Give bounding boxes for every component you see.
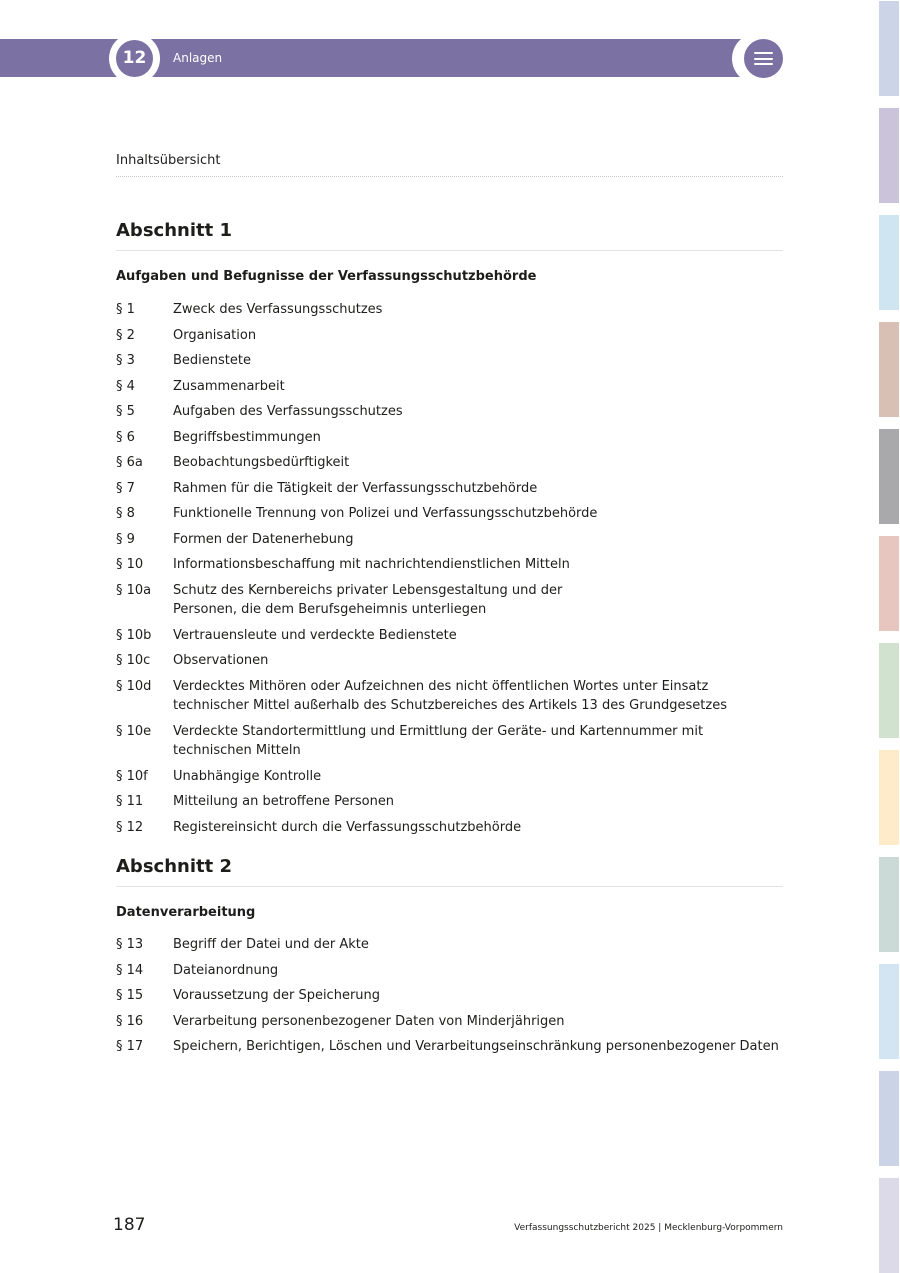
toc-entry-title: Mitteilung an betroffene Personen [173,794,395,809]
toc-entry-number: § 10 [116,557,144,572]
toc-entry-title-continued: Personen, die dem Berufsgeheimnis unterliegen [173,602,487,617]
toc-entry-title: Verdeckte Standortermittlung und Ermittlung der Geräte- und Kartennummer mit technischen Mitteln [173,723,704,758]
chapter-tab-7[interactable] [879,643,899,738]
toc-entry-number: § 11 [116,794,144,809]
toc-heading: Inhaltsübersicht [116,153,783,177]
toc-entry-number: § 3 [116,353,135,368]
toc-entry[interactable] [116,626,783,646]
chapter-number-badge: 12 [116,40,153,77]
chapter-tab-3[interactable] [879,215,899,310]
toc-entry-title: Bedienstete [173,353,251,368]
toc-entry[interactable] [116,326,783,346]
toc-entry[interactable] [116,555,783,575]
publication-footer: Verfassungsschutzbericht 2025 | Mecklenburg-Vorpommern [514,1223,783,1233]
toc-entry[interactable] [116,935,783,955]
toc-entry-title: Dateianordnung [173,962,279,978]
chapter-tab-11[interactable] [879,1071,899,1166]
chapter-title: Anlagen [173,51,223,65]
toc-entry[interactable] [116,1037,783,1057]
chapter-tab-4[interactable] [879,322,899,417]
toc-entry-number: § 10a [116,582,152,598]
toc-entry-title: Formen der Datenerhebung [173,531,354,547]
toc-entry-title: Speichern, Berichtigen, Löschen und Verarbeitungseinschränkung personenbezogener Daten [173,1039,779,1054]
chapter-tab-1[interactable] [879,1,899,96]
toc-entry-number: § 17 [116,1039,144,1054]
toc-entry-title: Aufgaben des Verfassungsschutzes [173,404,403,419]
chapter-tab-5[interactable] [879,429,899,524]
toc-entry-number: § 13 [116,937,144,952]
toc-entry-number: § 7 [116,480,135,496]
chapter-tab-6[interactable] [879,536,899,631]
toc-entry-title: Observationen [173,653,269,668]
toc-entry-number: § 8 [116,506,135,521]
toc-entry-number: § 14 [116,962,144,978]
toc-entry[interactable] [116,530,783,550]
toc-entry[interactable] [116,767,783,787]
toc-entry-number: § 6 [116,429,135,445]
section-1-subtitle: Aufgaben und Befugnisse der Verfassungsschutzbehörde [116,269,537,284]
toc-entry-number: § 10c [116,653,151,668]
toc-entry-title: Zusammenarbeit [173,378,285,394]
toc-entry-title: Vertrauensleute und verdeckte Bedienstete [173,627,457,643]
toc-entry[interactable] [116,377,783,397]
toc-entry-title: Begriff der Datei und der Akte [173,937,369,952]
toc-entry[interactable] [116,961,783,981]
chapter-side-tabs [879,0,899,1272]
toc-entry[interactable] [116,792,783,812]
toc-entry-number: § 10e [116,723,152,739]
chapter-tab-2[interactable] [879,108,899,203]
section-2-entries [116,935,783,1063]
menu-button[interactable] [744,39,783,78]
section-1-title: Abschnitt 1 [116,220,783,251]
toc-entry-number: § 10d [116,678,152,694]
toc-entry-number: § 15 [116,988,144,1003]
toc-entry-number: § 10b [116,627,152,643]
toc-entry-title: Schutz des Kernbereichs privater Lebensgestaltung und der [173,582,563,598]
toc-entry[interactable] [116,651,783,671]
toc-entry[interactable] [116,1012,783,1032]
toc-entry[interactable] [116,986,783,1006]
toc-entry-title: Zweck des Verfassungsschutzes [173,302,383,317]
toc-entry-number: § 12 [116,819,144,835]
toc-entry-number: § 4 [116,378,135,394]
section-2-subtitle: Datenverarbeitung [116,905,256,920]
section-2-title: Abschnitt 2 [116,856,783,887]
toc-entry-number: § 9 [116,531,135,547]
toc-entry-title: Voraussetzung der Speicherung [173,988,381,1003]
toc-entry[interactable] [116,351,783,371]
toc-entry-title: Rahmen für die Tätigkeit der Verfassungsschutzbehörde [173,480,538,496]
toc-entry-title: Verdecktes Mithören oder Aufzeichnen des nicht öffentlichen Wortes unter Einsatz [173,678,709,694]
toc-entry-title: Beobachtungsbedürftigkeit [173,455,350,470]
toc-entry[interactable] [116,453,783,473]
toc-entry[interactable] [116,581,783,620]
toc-entry[interactable] [116,818,783,838]
toc-entry-number: § 6a [116,455,143,470]
toc-entry[interactable] [116,677,783,716]
toc-entry-number: § 10f [116,768,148,784]
toc-entry-title: Organisation [173,327,257,343]
toc-entry-title: Verarbeitung personenbezogener Daten von Minderjährigen [173,1013,565,1029]
toc-entry-title: Registereinsicht durch die Verfassungsschutzbehörde [173,819,522,835]
toc-entry-number: § 5 [116,404,135,419]
toc-entry[interactable] [116,300,783,320]
toc-entry-number: § 16 [116,1013,144,1029]
toc-entry[interactable] [116,428,783,448]
toc-entry[interactable] [116,479,783,499]
chapter-tab-9[interactable] [879,857,899,952]
toc-entry-number: § 1 [116,302,135,317]
section-1-entries [116,300,783,843]
toc-entry-title-continued: technischer Mittel außerhalb des Schutzbereiches des Artikels 13 des Grundgesetzes [173,698,727,713]
chapter-tab-10[interactable] [879,964,899,1059]
toc-entry-title: Begriffsbestimmungen [173,429,321,445]
page-number: 187 [113,1215,146,1235]
toc-entry-number: § 2 [116,327,135,343]
toc-entry-title: Unabhängige Kontrolle [173,768,322,784]
chapter-tab-12[interactable] [879,1178,899,1273]
toc-entry[interactable] [116,402,783,422]
chapter-tab-8[interactable] [879,750,899,845]
toc-entry-title: Funktionelle Trennung von Polizei und Verfassungsschutzbehörde [173,506,598,521]
toc-entry-title: Informationsbeschaffung mit nachrichtendienstlichen Mitteln [173,557,570,572]
toc-entry[interactable] [116,504,783,524]
toc-entry[interactable] [116,722,783,761]
